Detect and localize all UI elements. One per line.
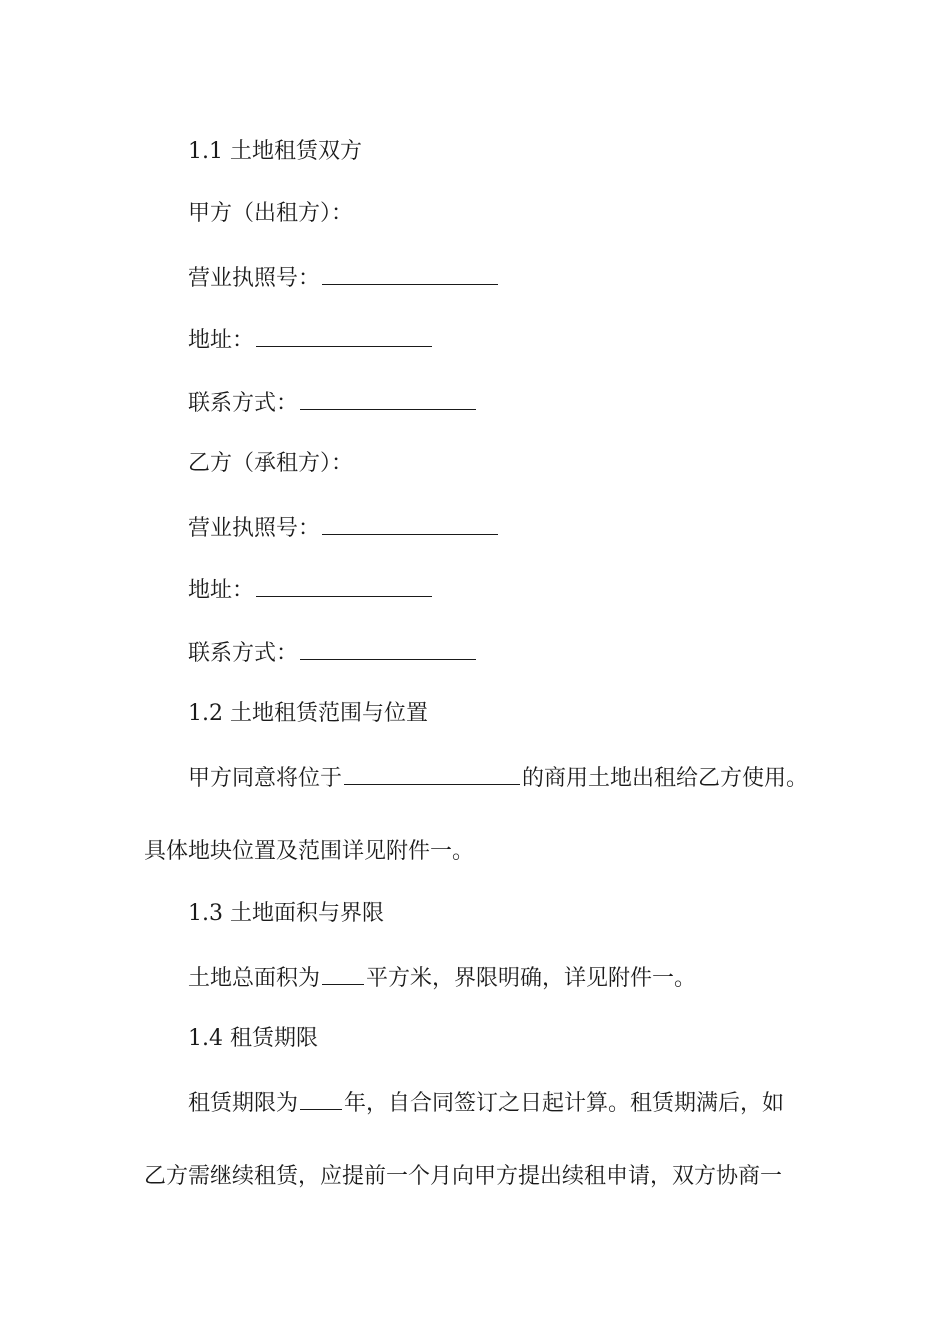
party-a-contact-label: 联系方式： (188, 391, 299, 416)
party-a-address-label: 地址： (188, 328, 255, 353)
area-text-before: 土地总面积为 (188, 966, 321, 991)
area-text-after: 平方米，界限明确，详见附件一。 (366, 966, 697, 991)
party-a-license-label: 营业执照号： (188, 266, 321, 291)
section-heading-1-3: 1.3 土地面积与界限 (188, 901, 384, 926)
section-heading-1-4: 1.4 租赁期限 (188, 1026, 318, 1051)
party-b-address-row (188, 574, 868, 606)
term-text-before: 租赁期限为 (188, 1091, 299, 1116)
party-b-license-row (188, 512, 868, 544)
party-b-contact-row (188, 637, 868, 669)
term-text-after: 年，自合同签订之日起计算。租赁期满后，如 (344, 1091, 785, 1116)
party-b-address-label: 地址： (188, 578, 255, 603)
party-b-contact-label: 联系方式： (188, 641, 299, 666)
section-heading-1-1: 1.1 土地租赁双方 (188, 139, 362, 164)
scope-paragraph-line-2: 具体地块位置及范围详见附件一。 (144, 839, 475, 864)
area-blank (322, 962, 364, 985)
area-paragraph (188, 962, 868, 994)
party-b-contact-blank (300, 637, 476, 660)
party-b-heading: 乙方（承租方）： (188, 451, 354, 476)
party-a-contact-row (188, 387, 868, 419)
party-a-license-blank (322, 262, 498, 285)
party-a-contact-blank (300, 387, 476, 410)
party-b-license-blank (322, 512, 498, 535)
scope-text-before: 甲方同意将位于 (188, 766, 343, 791)
party-a-heading: 甲方（出租方）： (188, 201, 354, 226)
party-a-license-row (188, 262, 868, 294)
party-a-address-row (188, 324, 868, 356)
location-blank (344, 762, 520, 785)
term-paragraph-line-2: 乙方需继续租赁，应提前一个月向甲方提出续租申请，双方协商一 (144, 1164, 783, 1189)
term-paragraph-line-1 (188, 1087, 868, 1119)
scope-paragraph-line-1 (188, 762, 868, 794)
party-b-address-blank (256, 574, 432, 597)
section-heading-1-2: 1.2 土地租赁范围与位置 (188, 701, 428, 726)
scope-text-after: 的商用土地出租给乙方使用。 (522, 766, 809, 791)
party-a-address-blank (256, 324, 432, 347)
term-years-blank (300, 1087, 342, 1110)
party-b-license-label: 营业执照号： (188, 516, 321, 541)
